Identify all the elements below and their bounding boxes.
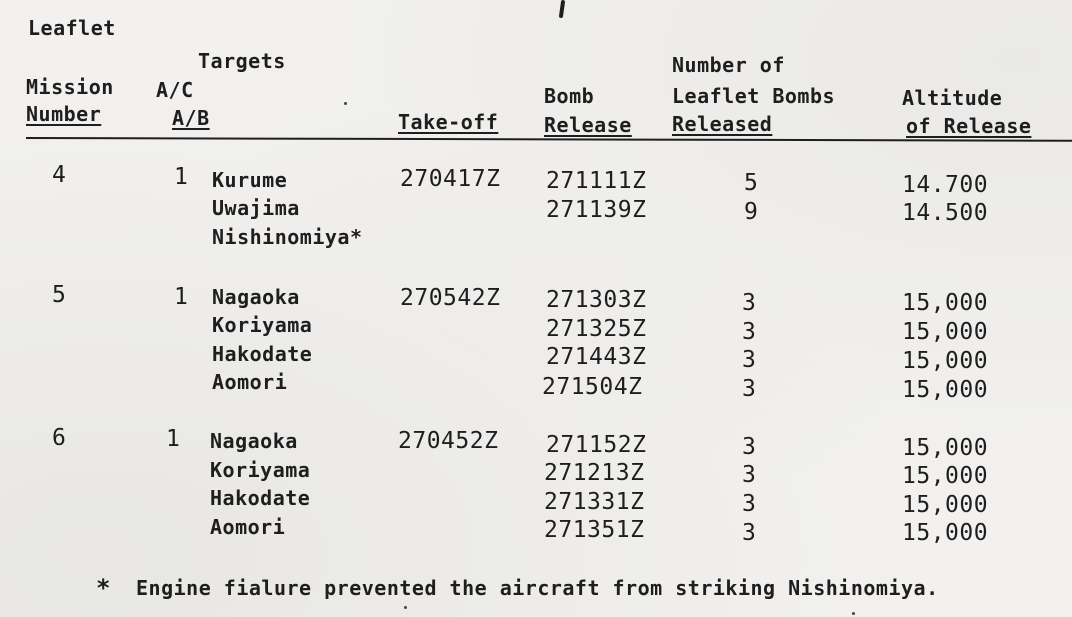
paper-speck [344,102,347,105]
release-time: 271152Z [546,432,647,458]
header-takeoff: Take-off [398,110,499,134]
takeoff-time: 270417Z [400,166,501,192]
bomb-count: 3 [742,491,757,517]
altitude-value: 15,000 [902,463,989,489]
target-name: Hakodate [212,342,313,366]
altitude-value: 14.500 [902,200,989,226]
altitude-value: 15,000 [902,319,989,345]
bomb-count: 9 [744,199,759,225]
altitude-value: 15,000 [902,348,989,374]
target-name: Kurume [212,168,288,192]
altitude-value: 15,000 [902,377,989,403]
header-altitude: Altitude [902,86,1003,110]
target-name: Aomori [212,370,288,394]
header-bomb: Bomb [544,84,595,108]
target-name: Nagaoka [210,429,298,453]
header-released: Released [672,112,773,136]
bomb-count: 3 [742,462,757,488]
target-name: Nagaoka [212,285,300,309]
bomb-count: 3 [742,434,757,460]
release-time: 271213Z [544,460,645,486]
target-name: Nishinomiya* [212,225,363,249]
bomb-count: 3 [742,290,757,316]
footnote-marker: * [96,574,111,602]
bomb-count: 3 [742,376,757,402]
ac-count: 1 [174,164,189,190]
takeoff-time: 270452Z [398,428,499,454]
takeoff-time: 270542Z [400,285,501,311]
altitude-value: 14.700 [902,172,989,198]
header-of-release: of Release [906,114,1032,138]
header-ab: A/B [172,106,210,130]
header-number-of: Number of [672,53,785,77]
release-time: 271351Z [544,517,645,543]
release-time: 271443Z [546,344,647,370]
altitude-value: 15,000 [902,435,989,461]
bomb-count: 3 [742,520,757,546]
stray-pen-mark [559,0,565,18]
release-time: 271111Z [546,168,647,194]
footnote-text: Engine fialure prevented the aircraft from striking Nishinomiya. [136,576,939,600]
bomb-count: 3 [742,319,757,345]
mission-number: 4 [52,162,67,188]
header-targets: Targets [198,49,286,73]
header-release: Release [544,113,632,137]
altitude-value: 15,000 [902,520,989,546]
paper-speck [404,606,407,609]
release-time: 271325Z [546,316,647,342]
ac-count: 1 [174,284,189,310]
release-time: 271303Z [546,287,647,313]
altitude-value: 15,000 [902,492,989,518]
bomb-count: 3 [742,347,757,373]
paper-speck [852,612,855,615]
release-time: 271504Z [542,374,643,400]
mission-number: 5 [52,282,67,308]
header-leaflet-bombs: Leaflet Bombs [672,84,836,108]
ac-count: 1 [166,426,181,452]
header-ac: A/C [156,78,194,102]
target-name: Hakodate [210,486,311,510]
release-time: 271139Z [546,197,647,223]
target-name: Koriyama [212,313,313,337]
header-leaflet: Leaflet [28,16,116,40]
header-number: Number [26,102,102,126]
target-name: Koriyama [210,458,311,482]
target-name: Uwajima [212,196,300,220]
altitude-value: 15,000 [902,290,989,316]
mission-number: 6 [52,425,67,451]
header-mission: Mission [26,75,114,99]
target-name: Aomori [210,515,286,539]
bomb-count: 5 [744,170,759,196]
release-time: 271331Z [544,489,645,515]
